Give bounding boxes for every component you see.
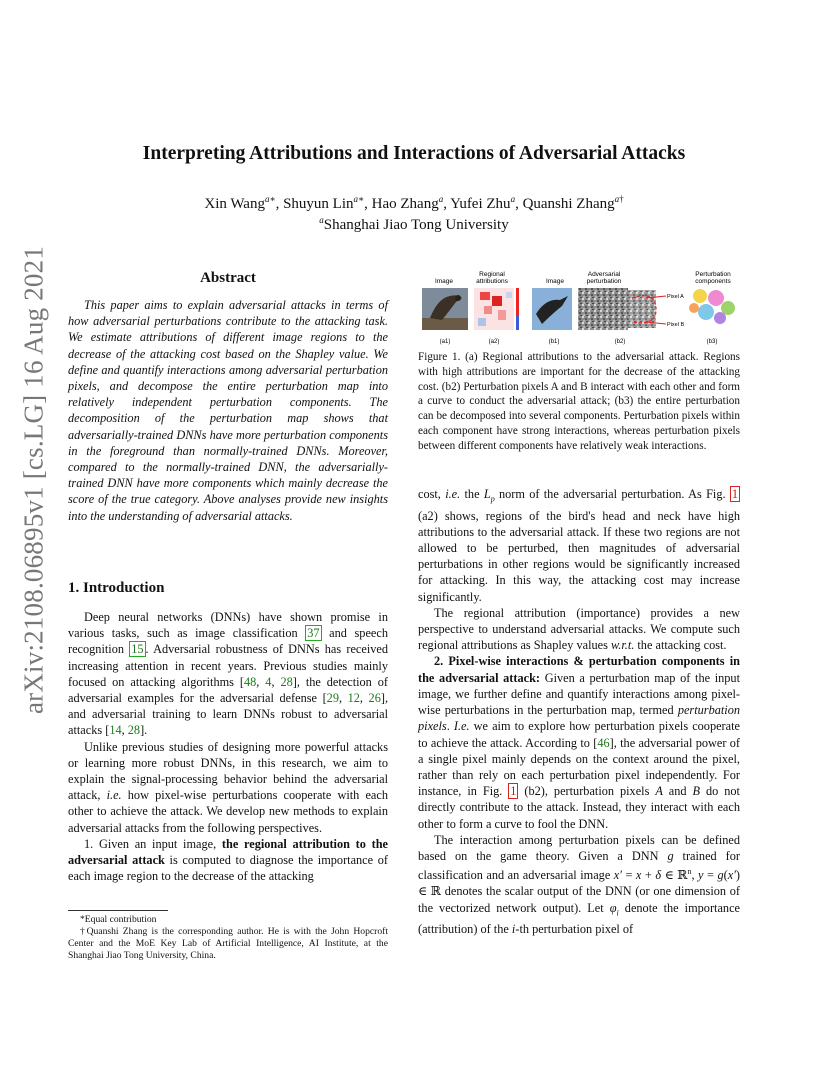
paper-authors: Xin Wang$^{a∗}$, Shuyun Lin$^{a∗}$, Hao Zhang$^a$, Yufei Zhu$^a$, Quanshi Zhang$^{a\dagger}$ xyxy=(204,194,624,212)
arxiv-sidebar xyxy=(14,245,54,715)
abstract-text: This paper aims to explain adversarial attacks in terms of how adversarial perturbations contribute to the attacking task. We estimate attributions of different image regions to the decrease of the attacking cost based on the Shapley value. We define and quantify interactions among adversarial perturbation pixels, and decompose the entire perturbation map into relatively independent perturbation components. The decomposition of the perturbation map shows that adversarially-trained DNNs have more perturbation components in the foreground than normally-trained DNNs. Moreover, compared to the normally-trained DNN, the adversarially-trained DNN have more components which mainly decrease the score of the true category. Above analyses provide new insights into the understanding of adversarial attacks. xyxy=(68,298,388,523)
fig-label-b1: (b1) xyxy=(548,339,560,345)
fig-label-pixel-b: Pixel B xyxy=(667,322,685,328)
right-paragraph-3: 2. Pixel-wise interactions & perturbation components in the adversarial attack: Given a perturbation map of the input image, we further define and quantify interactions among pixel-wise perturbations in the perturbation map, termed perturbation pixels. I.e. we aim to explore how perturbation pixels cooperate to achieve the attack. According to [46], the adversarial power of a single pixel mainly depends on the context around the pixel, rather than rely on each perturbation pixel independently. For instance, in Fig. 1 (b2), perturbation pixels A and B do not directly contribute to the attack. Instead, they interact with each other to form a curve to fool the DNN. xyxy=(418,654,741,831)
right-paragraph-4: The interaction among perturbation pixels can be defined based on the game theory. Given a DNN g trained for classification and an adversarial image x′ = x + δ ∈ ℝ$^n$, y = g(x′) ∈ ℝ denotes the scalar output of the DNN (or one dimension of the vectorized network output). Let $\varphi_i$ denote the importance (attribution) of the i-th perturbation pixel of xyxy=(418,832,740,937)
footnote-2: †Quanshi Zhang is the corresponding author. He is with the John Hopcroft Center and the MoE Key Lab of Artificial Intelligence, AI Institute, at the Shanghai Jiao Tong University, China. xyxy=(68,926,388,961)
right-column-text xyxy=(418,486,740,937)
fig-heatmap-a2 xyxy=(474,288,519,330)
fig-image-a1 xyxy=(422,288,468,330)
intro-paragraph-1: Deep neural networks (DNNs) have shown promise in various tasks, such as image classification 37 and speech recognition 15 . Adversarial robustness of DNNs has received increasing attention in recent years. Previous studies mainly focused on attacking algorithms [48, 4, 28], the detection of adversarial examples for the adversarial defense [29, 12, 26], and adversarial training to learn DNNs robust to adversarial attacks [14, 28]. xyxy=(68,610,389,738)
right-paragraph-2: The regional attribution (importance) provides a new perspective to understand adversarial attacks. We compute such regional attributions as Shapley values w.r.t. the attacking cost. xyxy=(418,605,740,653)
fig-image-b1 xyxy=(532,288,572,330)
intro-heading: 1. Introduction xyxy=(68,580,165,596)
abstract-heading: Abstract xyxy=(200,270,256,286)
paper-affiliation: $^a$Shanghai Jiao Tong University xyxy=(319,215,509,233)
fig-components-b3 xyxy=(689,289,735,324)
fig-label-pixel-a: Pixel A xyxy=(667,294,684,300)
intro-paragraph-2: Unlike previous studies of designing more powerful attacks or learning more robust DNNs, in this research, we aim to explain the signal-processing behavior behind the adversarial attack, i.e. how pixel-wise perturbations cooperate with each other to achieve the attack. We develop new methods to explain adversarial attacks from the following perspectives. xyxy=(68,739,388,835)
intro-text xyxy=(68,609,388,884)
fig-label-b2: (b2) xyxy=(614,339,626,345)
footnote-rule xyxy=(68,910,168,911)
paper-title: Interpreting Attributions and Interactions of Adversarial Attacks xyxy=(142,143,686,164)
fig-label-adv: Adversarial perturbation xyxy=(586,271,622,285)
fig-label-image: Image xyxy=(434,278,454,285)
fig-label-image-b: Image xyxy=(545,278,565,285)
footnotes xyxy=(68,914,388,962)
figure-1 xyxy=(420,268,740,348)
fig-label-a1: (a1) xyxy=(439,339,451,345)
right-paragraph-1: cost, i.e. the $L_p$ norm of the adversarial perturbation. As Fig. 1 (a2) shows, regions of the bird's head and neck have high attributions to the adversarial attack. If these two regions are not allowed to be perturbed, then magnitudes of adversarial perturbations in other regions would be significantly increased for attacking. In this way, the attacking cost may increase significantly. xyxy=(418,487,740,604)
fig-perturbation-b2 xyxy=(578,288,666,330)
footnote-1: *Equal contribution xyxy=(80,914,157,925)
arxiv-id: arXiv:2108.06895v1 [cs.LG] 16 Aug 2021 xyxy=(18,245,49,715)
figure-caption: Figure 1. (a) Regional attributions to the adversarial attack. Regions with high attributions are important for the decrease of the attacking cost. (b2) Perturbation pixels A and B interact with each other and form a curve to conduct the adversarial attack; (b3) the entire perturbation can be decomposed into several components. Perturbation pixels within each component have strong interactions, whereas perturbation pixels between different components have relatively weak interactions. xyxy=(418,351,740,452)
fig-label-comp: Perturbation components xyxy=(695,271,731,285)
fig-label-regional: Regional attributions xyxy=(476,271,508,285)
intro-paragraph-3: 1. Given an input image, the regional attribution to the adversarial attack is computed to diagnose the importance of each image region to the decrease of the attacking xyxy=(68,836,389,884)
fig-label-a2: (a2) xyxy=(488,339,500,345)
fig-label-b3: (b3) xyxy=(706,339,718,345)
